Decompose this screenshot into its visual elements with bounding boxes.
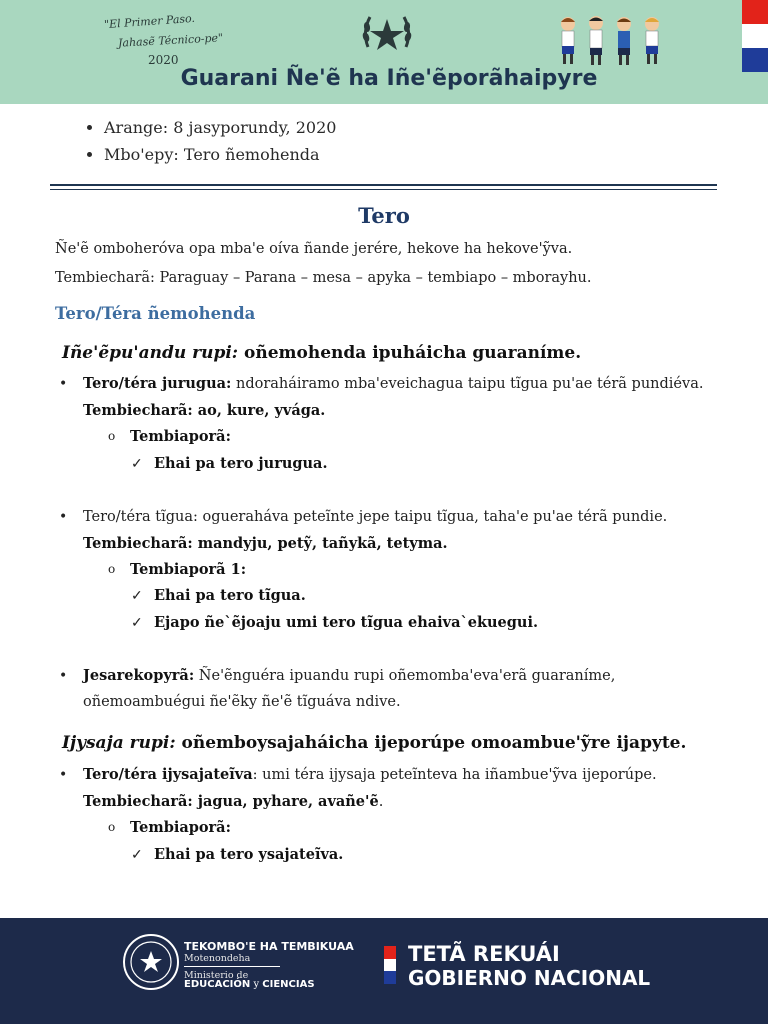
flag-stripe-red: [742, 0, 768, 24]
flag-icon: [384, 946, 396, 984]
handwriting-line2: Jahasẽ Técnico-pe": [117, 31, 224, 50]
list-item: • Tero/téra tĩgua: ogueraháva peteĩnte jepe taipu tĩgua, taha'e pu'ae térã pundie.: [83, 508, 667, 526]
page-footer: [0, 918, 768, 1024]
students-illustration: [552, 12, 668, 68]
section1-heading: Iñe'ẽpu'andu rupi: oñemohenda ipuháicha guaraníme.: [62, 343, 582, 363]
check-item: ✓ Ejapo ñe`ẽjoaju umi tero tĩgua ehaiva`ekuegui.: [154, 614, 538, 632]
list-item: • Jesarekopyrã: Ñe'ẽnguéra ipuandu rupi oñemomba'eva'erã guaraníme,: [83, 667, 615, 685]
ministry-line2: Motenondeha: [184, 953, 251, 964]
handwriting-year: 2020: [148, 53, 179, 67]
ministry-line1: TEKOMBO'E HA TEMBIKUAA: [184, 940, 354, 953]
section2-heading: Ijysaja rupi: oñemboysajaháicha ijeporúpe omoambue'ỹre ijapyte.: [62, 733, 687, 753]
section-subheading: Tero/Téra ñemohenda: [55, 304, 256, 323]
lesson-topic: • Mbo'epy: Tero ñemohenda: [104, 145, 336, 164]
sub-list-item: o Tembiaporã:: [130, 428, 231, 446]
page-title: Tero: [358, 203, 410, 228]
ministry-line3: Ministerio de: [184, 970, 249, 981]
list-item-continuation: oñemoambuégui ñe'ẽky ñe'ẽ tĩguáva ndive.: [83, 694, 401, 710]
lesson-info: [80, 118, 336, 172]
government-line2: GOBIERNO NACIONAL: [408, 966, 651, 990]
flag-stripe-white: [742, 24, 768, 48]
page-header-title: Guarani Ñe'ẽ ha Iñe'ẽporãhaipyre: [180, 66, 598, 91]
sub-list-item: o Tembiaporã 1:: [130, 561, 246, 579]
republica-del-paraguay-seal-icon: [122, 933, 180, 991]
example-line: Tembiecharã: jagua, pyhare, avañe'ẽ.: [83, 793, 384, 810]
list-item: • Tero/téra ijysajateĩva: umi téra ijysaja peteĩnteva ha iñambue'ỹva ijeporúpe.: [83, 766, 657, 784]
paraguay-star-emblem-icon: [360, 7, 414, 57]
page-header: [0, 0, 768, 104]
example-line: Tembiecharã: ao, kure, yvága.: [83, 402, 326, 419]
ministry-line4: EDUCACIÓN y CIENCIAS: [184, 979, 315, 990]
handwriting-line1: "El Primer Paso.: [103, 11, 196, 32]
check-item: ✓ Ehai pa tero ysajateĩva.: [154, 846, 343, 864]
divider: [50, 184, 717, 186]
intro-paragraph: Ñe'ẽ omboheróva opa mba'e oíva ñande jerére, hekove ha hekove'ỹva.: [55, 241, 573, 257]
check-item: ✓ Ehai pa tero tĩgua.: [154, 587, 306, 605]
divider: [50, 189, 717, 190]
divider: [184, 966, 280, 967]
check-item: ✓ Ehai pa tero jurugua.: [154, 455, 328, 473]
example-line: Tembiecharã: mandyju, petỹ, tañykã, tetyma.: [83, 535, 448, 552]
lesson-date: • Arange: 8 jasyporundy, 2020: [104, 118, 336, 137]
sub-list-item: o Tembiaporã:: [130, 819, 231, 837]
list-item: • Tero/téra jurugua: ndoraháiramo mba'eveichagua taipu tĩgua pu'ae térã pundiéva.: [83, 375, 703, 393]
government-line1: TETÃ REKUÁI: [408, 942, 560, 966]
intro-example: Tembiecharã: Paraguay – Parana – mesa – apyka – tembiapo – mborayhu.: [55, 270, 592, 286]
